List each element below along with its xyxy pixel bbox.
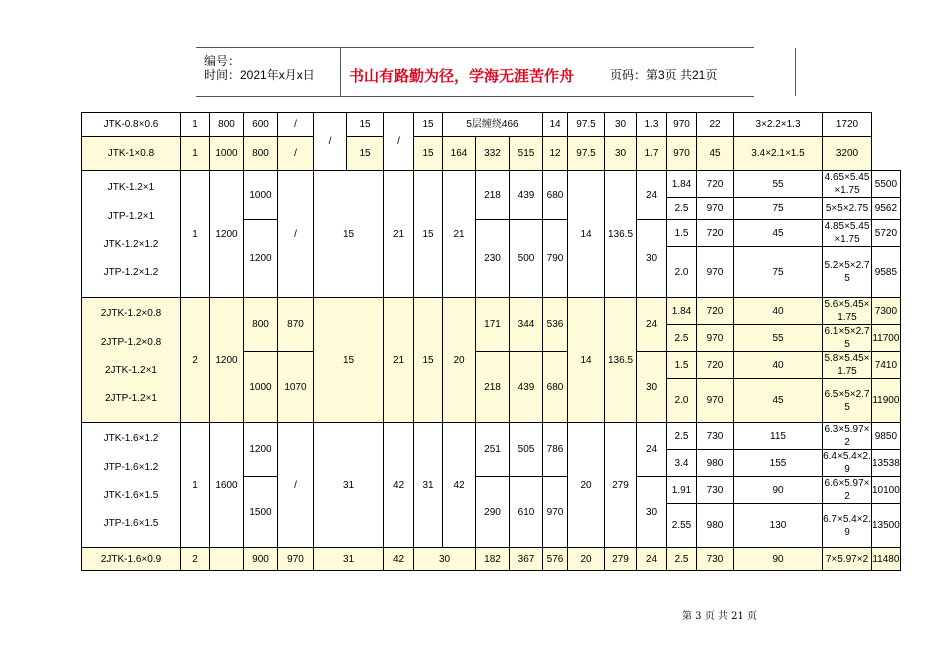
table-cell: 3×2.2×1.3 [734,113,823,137]
table-cell: 6.7×5.4×2.9 [823,504,872,548]
table-cell: 5500 [872,171,901,198]
table-cell: 40 [734,352,823,379]
table-cell: 1000 [244,352,278,423]
table-cell: 42 [384,423,414,548]
table-cell: 536 [543,298,568,352]
page-footer: 第 3 页 共 21 页 [682,611,757,622]
table-cell: 1600 [210,423,244,548]
model-cell: JTK-0.8×0.6 [82,113,181,137]
table-cell: 970 [543,477,568,548]
table-cell: 367 [510,548,543,571]
table-cell: 55 [734,325,823,352]
table-cell: 15 [314,298,384,423]
table-cell: 230 [476,220,510,298]
table-cell: 600 [244,113,278,137]
table-cell: 14 [568,171,605,298]
table-cell: 3.4×2.1×1.5 [734,137,823,171]
model-cell: JTK-1×0.8 [82,137,181,171]
model-label: JTP-1.2×1 [107,211,155,222]
table-cell: / [278,113,314,137]
table-cell: 10100 [872,477,901,504]
table-cell: 75 [734,198,823,220]
model-label: JTP-1.2×1.2 [103,267,159,278]
table-cell: 1200 [210,298,244,423]
table-cell: 2.0 [667,247,697,298]
table-cell: 680 [543,352,568,423]
table-cell: 45 [697,137,734,171]
table-cell: / [278,171,314,298]
table-cell: 182 [476,548,510,571]
table-cell: 21 [384,171,414,298]
table-cell: 279 [605,548,637,571]
table-cell: 30 [605,137,637,171]
table-cell: 6.5×5×2.75 [823,379,872,423]
table-cell: 1000 [244,171,278,220]
table-cell: 45 [734,220,823,247]
table-cell: 30 [605,113,637,137]
table-cell: 1.7 [637,137,667,171]
table-cell: 786 [543,423,568,477]
table-cell: 1.91 [667,477,697,504]
table-cell: 720 [697,220,734,247]
table-cell: 55 [734,171,823,198]
table-cell: 720 [697,171,734,198]
table-cell: 21 [443,171,476,298]
table-cell: 2 [181,548,210,571]
model-label: JTK-1.2×1.2 [103,239,159,250]
table-cell: 11480 [872,548,901,571]
table-cell: / [278,423,314,548]
table-cell: 1000 [210,137,244,171]
table-cell: 21 [384,298,414,423]
table-cell: 6.6×5.97×2 [824,478,870,502]
table-cell: 5.6×5.45×1.75 [824,299,870,323]
model-cell: 2JTK-1.6×0.9 [82,548,181,571]
table-cell: 20 [568,423,605,548]
table-cell: 1.5 [667,220,697,247]
header-info-cell [196,48,341,96]
table-cell: 13500 [872,504,901,548]
table-cell: 800 [244,137,278,171]
table-cell: 11700 [872,325,901,352]
table-cell: 800 [244,298,278,352]
table-cell: 218 [476,171,510,220]
table-cell: 515 [510,137,543,171]
table-cell: 90 [734,548,823,571]
table-cell: 970 [697,198,734,220]
table-cell: 90 [734,477,823,504]
table-cell: 4.65×5.45×1.75 [823,171,872,198]
table-cell: 15 [314,171,384,298]
table-cell: 2.0 [667,379,697,423]
table-cell: 15 [414,113,443,137]
table-cell: 1200 [210,171,244,298]
table-cell: 75 [734,247,823,298]
table-cell: 980 [697,450,734,477]
table-cell: 730 [697,548,734,571]
model-label: JTP-1.6×1.2 [103,462,159,473]
table-cell: 970 [697,247,734,298]
table-cell: 680 [543,171,568,220]
table-cell: 24 [637,548,667,571]
model-label: 2JTP-1.2×1 [105,393,157,404]
table-cell: 40 [734,298,823,325]
table-cell: 15 [414,171,443,298]
table-cell: 1.84 [667,171,697,198]
table-cell: 900 [244,548,278,571]
table-row [82,137,901,171]
table-cell [210,548,244,571]
table-cell: 6.1×5×2.75 [824,326,870,350]
table-cell: 251 [476,423,510,477]
table-cell: 13538 [872,450,901,477]
table-cell: 9585 [872,247,901,298]
table-cell: 800 [210,113,244,137]
table-cell: 790 [543,220,568,298]
table-cell: 7×5.97×2 [823,548,872,571]
table-cell: 24 [637,298,667,352]
model-label: JTP-1.6×1.5 [103,518,159,529]
table-cell: 9850 [872,423,901,450]
table-cell: 730 [697,477,734,504]
table-cell: 20 [443,298,476,423]
table-cell: 9562 [872,198,901,220]
table-cell: 11900 [872,379,901,423]
table-cell: 45 [734,379,823,423]
spec-table [81,112,901,571]
table-cell: 1070 [278,352,314,423]
model-label: JTK-1.2×1 [107,182,155,193]
model-cell [82,298,181,423]
table-cell: 115 [734,423,823,450]
table-cell: 42 [443,423,476,548]
table-cell: 2.5 [667,423,697,450]
table-cell: 5×5×2.75 [823,198,872,220]
table-cell: 2 [181,298,210,423]
table-cell: 730 [697,423,734,450]
table-cell: 31 [314,548,384,571]
table-cell: 30 [637,220,667,298]
table-cell: 2.55 [667,504,697,548]
table-cell: 136.5 [605,171,637,298]
table-cell: 6.4×5.4×2.9 [823,451,871,475]
table-cell: 4.85×5.45×1.75 [823,220,872,247]
table-row [82,298,901,325]
table-cell: 97.5 [568,113,605,137]
table-cell: 31 [314,423,384,548]
table-cell: 15 [414,137,443,171]
table-cell: 1200 [244,423,278,477]
table-cell: 576 [543,548,568,571]
table-cell: 980 [697,504,734,548]
table-cell: 218 [476,352,510,423]
table-row [82,171,901,198]
table-cell: 136.5 [605,298,637,423]
table-cell: 1 [181,423,210,548]
page-label: 页码：第3页 共21页 [610,68,718,82]
model-cell [82,423,181,548]
table-cell: 2.5 [667,198,697,220]
model-cell [82,171,181,298]
table-cell: 15 [347,113,384,137]
table-cell: 14 [543,113,568,137]
table-cell: 1 [181,171,210,298]
table-cell: 30 [414,548,476,571]
table-cell: 30 [637,352,667,423]
table-cell: 22 [697,113,734,137]
table-cell: 3.4 [667,450,697,477]
table-cell: 2.5 [667,325,697,352]
table-cell: 7300 [872,298,901,325]
page-header [196,47,754,97]
model-label: 2JTK-1.2×0.8 [100,308,162,319]
table-cell: 970 [697,379,734,423]
table-row [82,113,901,137]
table-cell: 31 [414,423,443,548]
model-label: JTK-1.6×1.2 [103,433,159,444]
table-cell: 5.2×5×2.75 [823,247,872,298]
table-cell: 1500 [244,477,278,548]
table-cell: 1720 [823,113,872,137]
table-cell: 130 [734,504,823,548]
table-cell: 505 [510,423,543,477]
table-cell: 970 [667,137,697,171]
table-cell: 7410 [872,352,901,379]
serial-label: 编号： [204,54,241,68]
table-cell: 720 [697,298,734,325]
table-cell: / [384,113,414,171]
table-cell: 5层缠绕466 [443,113,543,137]
table-cell: 2.5 [667,548,697,571]
table-cell: 30 [637,477,667,548]
table-cell: 290 [476,477,510,548]
model-label: JTK-1.6×1.5 [103,490,159,501]
table-cell: 439 [510,352,543,423]
table-cell: 6.3×5.97×2 [824,424,870,448]
table-cell: 1.5 [667,352,697,379]
table-cell: 279 [605,423,637,548]
table-cell: 439 [510,171,543,220]
table-cell: 3200 [823,137,872,171]
table-cell: 171 [476,298,510,352]
time-label: 时间：2021年x月x日 [204,68,315,82]
table-cell: 164 [443,137,476,171]
table-cell: 14 [568,298,605,423]
header-page-cell [602,48,754,96]
table-cell: / [314,113,347,171]
header-motto: 书山有路勤为径，学海无涯苦作舟 [349,67,575,85]
table-cell: 155 [734,450,823,477]
table-cell: 1 [181,113,210,137]
table-cell: 610 [510,477,543,548]
table-cell: / [278,137,314,171]
model-label: 2JTK-1.2×1 [105,365,157,376]
table-cell: 344 [510,298,543,352]
table-cell: 970 [697,325,734,352]
table-cell: 1 [181,137,210,171]
table-cell: 15 [347,137,384,171]
table-cell: 97.5 [568,137,605,171]
table-cell: 5720 [872,220,901,247]
table-cell: 1.3 [637,113,667,137]
table-cell: 42 [384,548,414,571]
table-cell: 970 [667,113,697,137]
table-cell: 5.8×5.45×1.75 [824,353,870,377]
table-cell: 332 [476,137,510,171]
table-cell: 500 [510,220,543,298]
table-cell: 20 [568,548,605,571]
table-cell: 870 [278,298,314,352]
table-row [82,423,901,450]
table-cell: 24 [637,171,667,220]
table-cell: 720 [697,352,734,379]
table-cell: 12 [543,137,568,171]
table-cell: 24 [637,423,667,477]
table-row [82,548,901,571]
table-cell: 1.84 [667,298,697,325]
model-label: 2JTP-1.2×0.8 [100,337,162,348]
table-cell: 15 [414,298,443,423]
table-cell: 1200 [244,220,278,298]
table-cell: 970 [278,548,314,571]
